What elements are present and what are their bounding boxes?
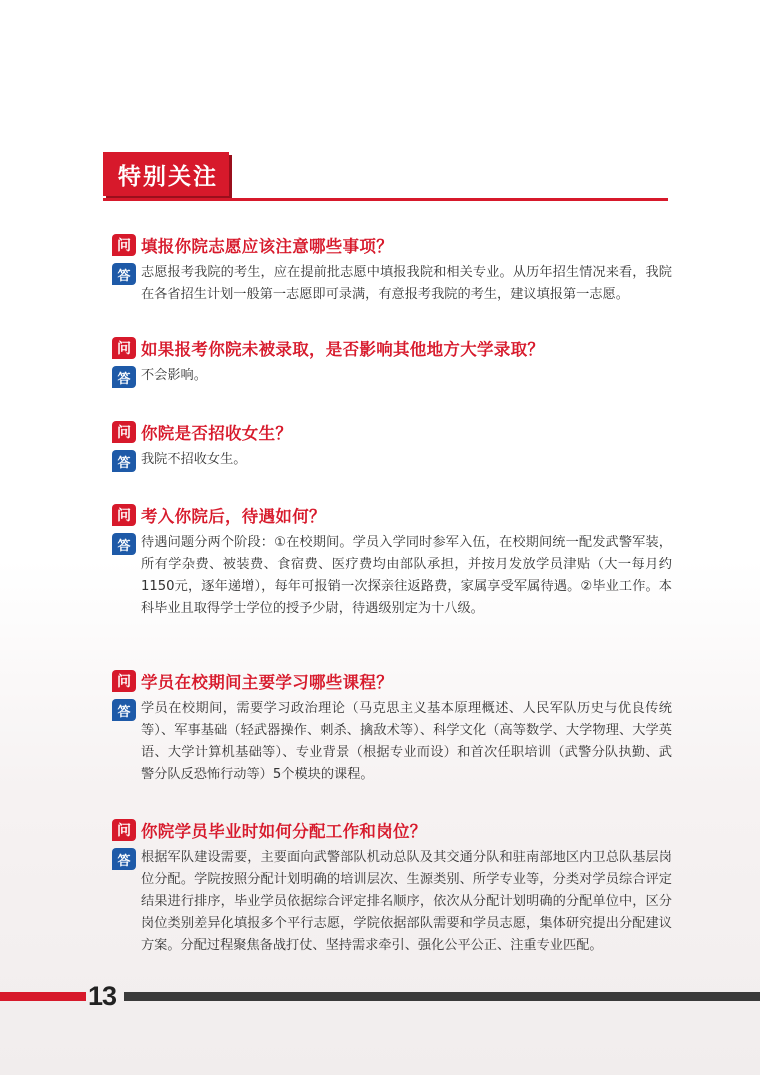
answer-text: 学员在校期间，需要学习政治理论（马克思主义基本原理概述、人民军队历史与优良传统等）、军事基础（轻武器操作、刺杀、擒敌术等）、科学文化（高等数学、大学物理、大学英语、大学计算机基础等）、专业背景（根据专业而设）和首次任职培训（武警分队执勤、武警分队反恐怖行动等）5个模块的课程。 [141, 701, 672, 782]
answer-badge-icon: 答 [112, 366, 136, 388]
section-title-box [103, 152, 229, 196]
question-text: 考入你院后，待遇如何？ [141, 507, 326, 526]
answer-text: 根据军队建设需要，主要面向武警部队机动总队及其交通分队和驻南部地区内卫总队基层岗位分配。学院按照分配计划明确的培训层次、生源类别、所学专业等，分类对学员综合评定结果进行排序，毕业学员依据综合评定排名顺序，依次从分配计划明确的分配单位中，区分岗位类别差异化填报多个平行志愿，学院依据部队需要和学员志愿，集体研究提出分配建议方案。分配过程聚焦备战打仗、坚持需求牵引、强化公平公正、注重专业匹配。 [141, 850, 672, 953]
answer-badge-icon: 答 [112, 848, 136, 870]
answer-text: 我院不招收女生。 [141, 452, 247, 467]
question-badge-icon: 问 [112, 504, 136, 526]
question-badge-icon: 问 [112, 421, 136, 443]
question-row [112, 232, 672, 258]
section-title: 特别关注 [118, 163, 218, 190]
question-text: 你院是否招收女生？ [141, 424, 293, 443]
question-row [112, 502, 672, 528]
answer-badge-icon: 答 [112, 699, 136, 721]
page-footer [0, 980, 760, 1016]
footer-red-bar [0, 992, 86, 1001]
answer-row [112, 532, 672, 620]
question-badge-icon: 问 [112, 670, 136, 692]
answer-badge-icon: 答 [112, 533, 136, 555]
question-text: 你院学员毕业时如何分配工作和岗位？ [141, 822, 427, 841]
answer-text: 志愿报考我院的考生，应在提前批志愿中填报我院和相关专业。从历年招生情况来看，我院在各省招生计划一般第一志愿即可录满，有意报考我院的考生，建议填报第一志愿。 [141, 265, 672, 302]
answer-row [112, 262, 672, 306]
qa-item [112, 502, 672, 620]
answer-row [112, 365, 672, 388]
question-text: 填报你院志愿应该注意哪些事项？ [141, 237, 393, 256]
question-row [112, 817, 672, 843]
answer-row [112, 698, 672, 786]
question-badge-icon: 问 [112, 234, 136, 256]
question-row [112, 668, 672, 694]
question-row [112, 419, 672, 445]
qa-item [112, 419, 672, 472]
question-text: 学员在校期间主要学习哪些课程？ [141, 673, 393, 692]
question-row [112, 335, 672, 361]
answer-text: 待遇问题分两个阶段：①在校期间。学员入学同时参军入伍，在校期间统一配发武警军装，所有学杂费、被装费、食宿费、医疗费均由部队承担，并按月发放学员津贴（大一每月约1150元，逐年递增），每年可报销一次探亲往返路费，家属享受军属待遇。②毕业工作。本科毕业且取得学士学位的授予少尉，待遇级别定为十八级。 [141, 535, 672, 616]
qa-item [112, 232, 672, 306]
question-badge-icon: 问 [112, 819, 136, 841]
section-header [103, 152, 668, 204]
question-text: 如果报考你院未被录取，是否影响其他地方大学录取？ [141, 340, 545, 359]
question-badge-icon: 问 [112, 337, 136, 359]
page-number: 13 [88, 981, 117, 1011]
answer-row [112, 449, 672, 472]
answer-badge-icon: 答 [112, 450, 136, 472]
answer-row [112, 847, 672, 957]
answer-text: 不会影响。 [141, 368, 207, 383]
qa-item [112, 335, 672, 388]
qa-item [112, 817, 672, 957]
section-underline [103, 198, 668, 201]
footer-dark-bar [124, 992, 760, 1001]
answer-badge-icon: 答 [112, 263, 136, 285]
qa-item [112, 668, 672, 786]
